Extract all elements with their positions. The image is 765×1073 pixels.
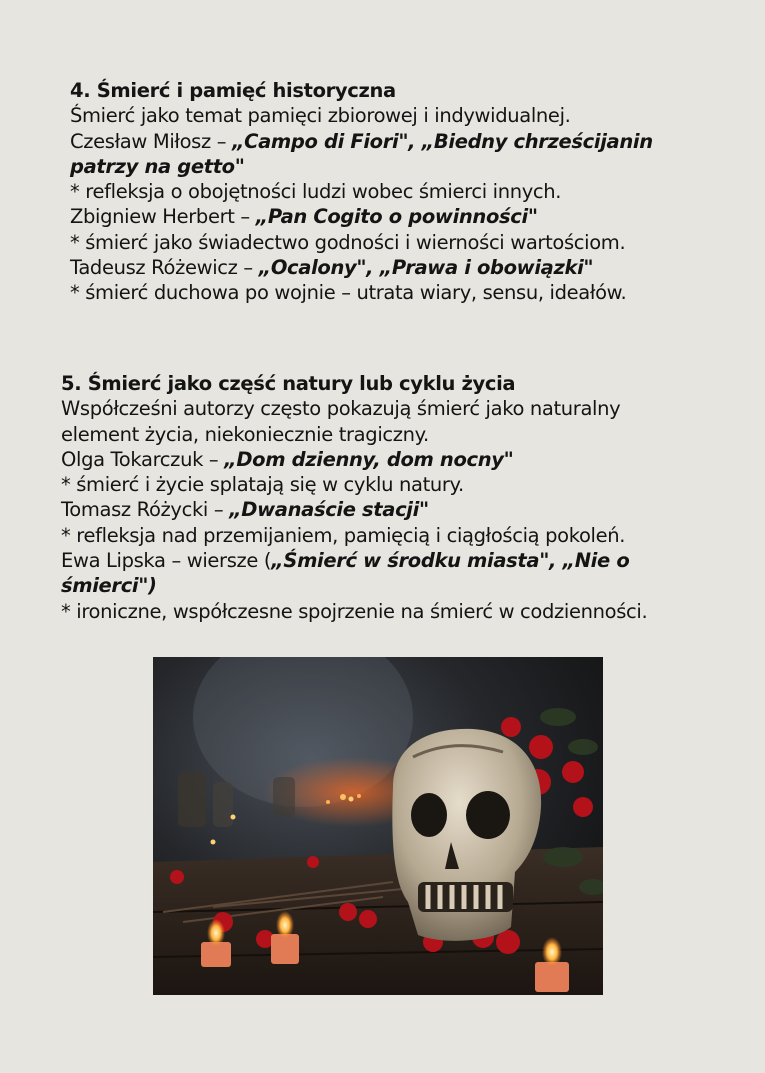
work-titles: „Dom dzienny, dom nocny": [224, 447, 514, 471]
work-titles: „Campo di Fiori", „Biedny chrześcijanin patrzy na getto": [70, 129, 653, 178]
author-entry: [61, 497, 721, 522]
skull-with-roses-illustration: [153, 657, 603, 995]
author-entry: [61, 548, 661, 599]
section-intro: Śmierć jako temat pamięci zbiorowej i indywidualnej.: [70, 104, 571, 128]
section-intro: element życia, niekoniecznie tragiczny.: [61, 422, 429, 446]
author-entry: [61, 447, 721, 472]
section-nature-cycle: [61, 371, 721, 624]
author-name: Ewa Lipska – wiersze (: [61, 549, 272, 573]
section-historical-memory: [70, 78, 710, 306]
section-heading: 5. Śmierć jako część natury lub cyklu życia: [61, 372, 516, 395]
author-entry: [70, 204, 710, 229]
author-entry: [70, 255, 710, 280]
entry-note: * śmierć duchowa po wojnie – utrata wiary, sensu, ideałów.: [70, 281, 627, 305]
section-intro: Współcześni autorzy często pokazują śmierć jako naturalny: [61, 397, 621, 421]
author-name: Tadeusz Różewicz –: [70, 256, 259, 280]
author-name: Olga Tokarczuk –: [61, 447, 225, 471]
author-name: Zbigniew Herbert –: [70, 205, 256, 229]
work-titles: „Pan Cogito o powinności": [255, 205, 538, 229]
section-heading: 4. Śmierć i pamięć historyczna: [70, 79, 396, 102]
entry-note: * refleksja nad przemijaniem, pamięcią i ciągłością pokoleń.: [61, 523, 626, 547]
author-name: Tomasz Różycki –: [61, 498, 230, 522]
entry-note: * śmierć i życie splatają się w cyklu natury.: [61, 473, 464, 497]
work-titles: „Ocalony", „Prawa i obowiązki": [258, 256, 594, 280]
entry-note: * refleksja o obojętności ludzi wobec śmierci innych.: [70, 180, 562, 204]
entry-note: * śmierć jako świadectwo godności i wierności wartościom.: [70, 230, 626, 254]
work-titles: „Dwanaście stacji": [229, 498, 429, 522]
author-entry: [70, 129, 710, 180]
author-name: Czesław Miłosz –: [70, 129, 232, 153]
work-titles: „Śmierć w środku miasta", „Nie o śmierci"): [61, 549, 630, 598]
entry-note: * ironiczne, współczesne spojrzenie na śmierć w codzienności.: [61, 599, 648, 623]
